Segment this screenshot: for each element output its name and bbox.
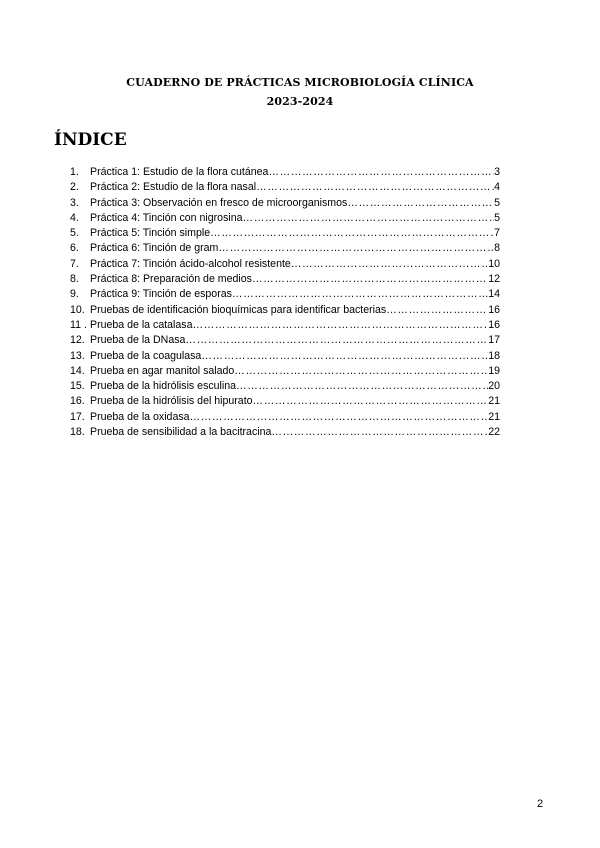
toc-entry-page: 22	[488, 426, 500, 439]
toc-entry-page: 21	[488, 395, 500, 408]
toc-entry-number: 18.	[70, 426, 85, 439]
toc-entry[interactable]	[70, 211, 500, 226]
toc-entry-label: Práctica 1: Estudio de la flora cutánea	[90, 166, 269, 178]
toc-entry-page: 5	[494, 211, 500, 224]
document-title: CUADERNO DE PRÁCTICAS MICROBIOLOGÍA CLÍNICA	[126, 76, 474, 89]
toc-leader-dots	[192, 318, 488, 333]
toc-entry-number: 9.	[70, 288, 79, 301]
toc-entry-number: 5.	[70, 227, 79, 240]
document-year: 2023-2024	[266, 95, 334, 108]
toc-leader-dots	[234, 364, 488, 379]
toc-entry-number: 11 .	[70, 318, 87, 331]
toc-entry-page: 12	[488, 273, 500, 286]
toc-entry-number: 13.	[70, 349, 85, 362]
toc-entry-page: 17	[488, 334, 500, 347]
toc-entry[interactable]	[70, 180, 500, 195]
toc-entry-page: 16	[488, 318, 500, 331]
toc-leader-dots	[236, 379, 488, 394]
toc-entry[interactable]	[70, 241, 500, 256]
toc-entry[interactable]	[70, 410, 500, 425]
toc-entry-number: 1.	[70, 166, 79, 178]
toc-entry-number: 14.	[70, 364, 85, 377]
toc-entry-label: Prueba de la oxidasa	[90, 410, 190, 423]
toc-entry-page: 5	[494, 196, 500, 209]
toc-entry[interactable]	[70, 257, 500, 272]
toc-leader-dots	[268, 165, 494, 180]
toc-leader-dots	[201, 349, 488, 364]
toc-entry-page: 7	[494, 227, 500, 240]
toc-entry[interactable]	[70, 394, 500, 409]
page-number: 2	[537, 798, 544, 810]
toc-entry-label: Práctica 5: Tinción simple	[90, 227, 211, 240]
toc-entry-page: 4	[494, 181, 500, 194]
toc-entry[interactable]	[70, 364, 500, 379]
toc-entry-number: 17.	[70, 410, 85, 423]
toc-entry-page: 18	[488, 349, 500, 362]
toc-entry-label: Prueba de la catalasa	[90, 318, 193, 331]
toc-entry-label: Práctica 7: Tinción ácido-alcohol resistente	[90, 257, 291, 270]
toc-entry-label: Prueba de la hidrólisis esculina	[90, 380, 237, 393]
toc-entry[interactable]	[70, 425, 500, 440]
toc-leader-dots	[218, 241, 494, 256]
toc-leader-dots	[252, 272, 488, 287]
toc-entry-label: Prueba de la coagulasa	[90, 349, 202, 362]
toc-entry-number: 3.	[70, 196, 79, 209]
toc-entry-number: 15.	[70, 380, 85, 393]
toc-entry-label: Práctica 2: Estudio de la flora nasal	[90, 181, 257, 194]
toc-entry[interactable]	[70, 165, 500, 180]
toc-entry-label: Prueba de la hidrólisis del hipurato	[90, 395, 253, 408]
toc-entry[interactable]	[70, 287, 500, 302]
toc-leader-dots	[232, 287, 488, 302]
toc-entry-page: 16	[488, 303, 500, 316]
toc-entry-label: Prueba en agar manitol salado	[90, 364, 235, 377]
toc-entry-page: 20	[488, 380, 500, 393]
index-heading: ÍNDICE	[54, 130, 127, 150]
toc-entry[interactable]	[70, 349, 500, 364]
toc-leader-dots	[253, 394, 489, 409]
toc-entry[interactable]	[70, 303, 500, 318]
toc-entry-number: 16.	[70, 395, 85, 408]
table-of-contents	[70, 165, 500, 440]
toc-entry[interactable]	[70, 196, 500, 211]
toc-entry-label: Prueba de la DNasa	[90, 334, 186, 347]
toc-leader-dots	[190, 410, 489, 425]
toc-entry-page: 19	[488, 364, 500, 377]
toc-entry[interactable]	[70, 226, 500, 241]
toc-entry-number: 7.	[70, 257, 79, 270]
toc-leader-dots	[347, 196, 494, 211]
toc-entry[interactable]	[70, 379, 500, 394]
toc-entry[interactable]	[70, 318, 500, 333]
toc-entry[interactable]	[70, 272, 500, 287]
toc-entry-label: Práctica 9: Tinción de esporas	[90, 288, 232, 301]
toc-leader-dots	[256, 180, 494, 195]
toc-entry-page: 8	[494, 242, 500, 255]
toc-entry-page: 10	[488, 257, 500, 270]
toc-leader-dots	[185, 333, 488, 348]
toc-leader-dots	[386, 303, 488, 318]
toc-entry-page: 21	[488, 410, 500, 423]
toc-entry-number: 6.	[70, 242, 79, 255]
toc-entry-page: 14	[488, 288, 500, 301]
toc-entry[interactable]	[70, 333, 500, 348]
toc-entry-number: 2.	[70, 181, 79, 194]
toc-entry-number: 12.	[70, 334, 85, 347]
toc-leader-dots	[243, 211, 495, 226]
toc-entry-number: 8.	[70, 273, 79, 286]
toc-entry-label: Práctica 3: Observación en fresco de microorganismos	[90, 196, 348, 209]
toc-entry-label: Práctica 6: Tinción de gram	[90, 242, 219, 255]
toc-leader-dots	[291, 257, 488, 272]
toc-entry-number: 10.	[70, 303, 85, 316]
toc-entry-number: 4.	[70, 211, 79, 224]
toc-entry-label: Práctica 8: Preparación de medios	[90, 273, 252, 286]
toc-leader-dots	[271, 425, 488, 440]
toc-leader-dots	[210, 226, 494, 241]
toc-entry-label: Prueba de sensibilidad a la bacitracina	[90, 426, 272, 439]
toc-entry-page: 3	[494, 166, 500, 178]
toc-entry-label: Pruebas de identificación bioquímicas para identificar bacterias	[90, 303, 387, 316]
toc-entry-label: Práctica 4: Tinción con nigrosina	[90, 211, 243, 224]
